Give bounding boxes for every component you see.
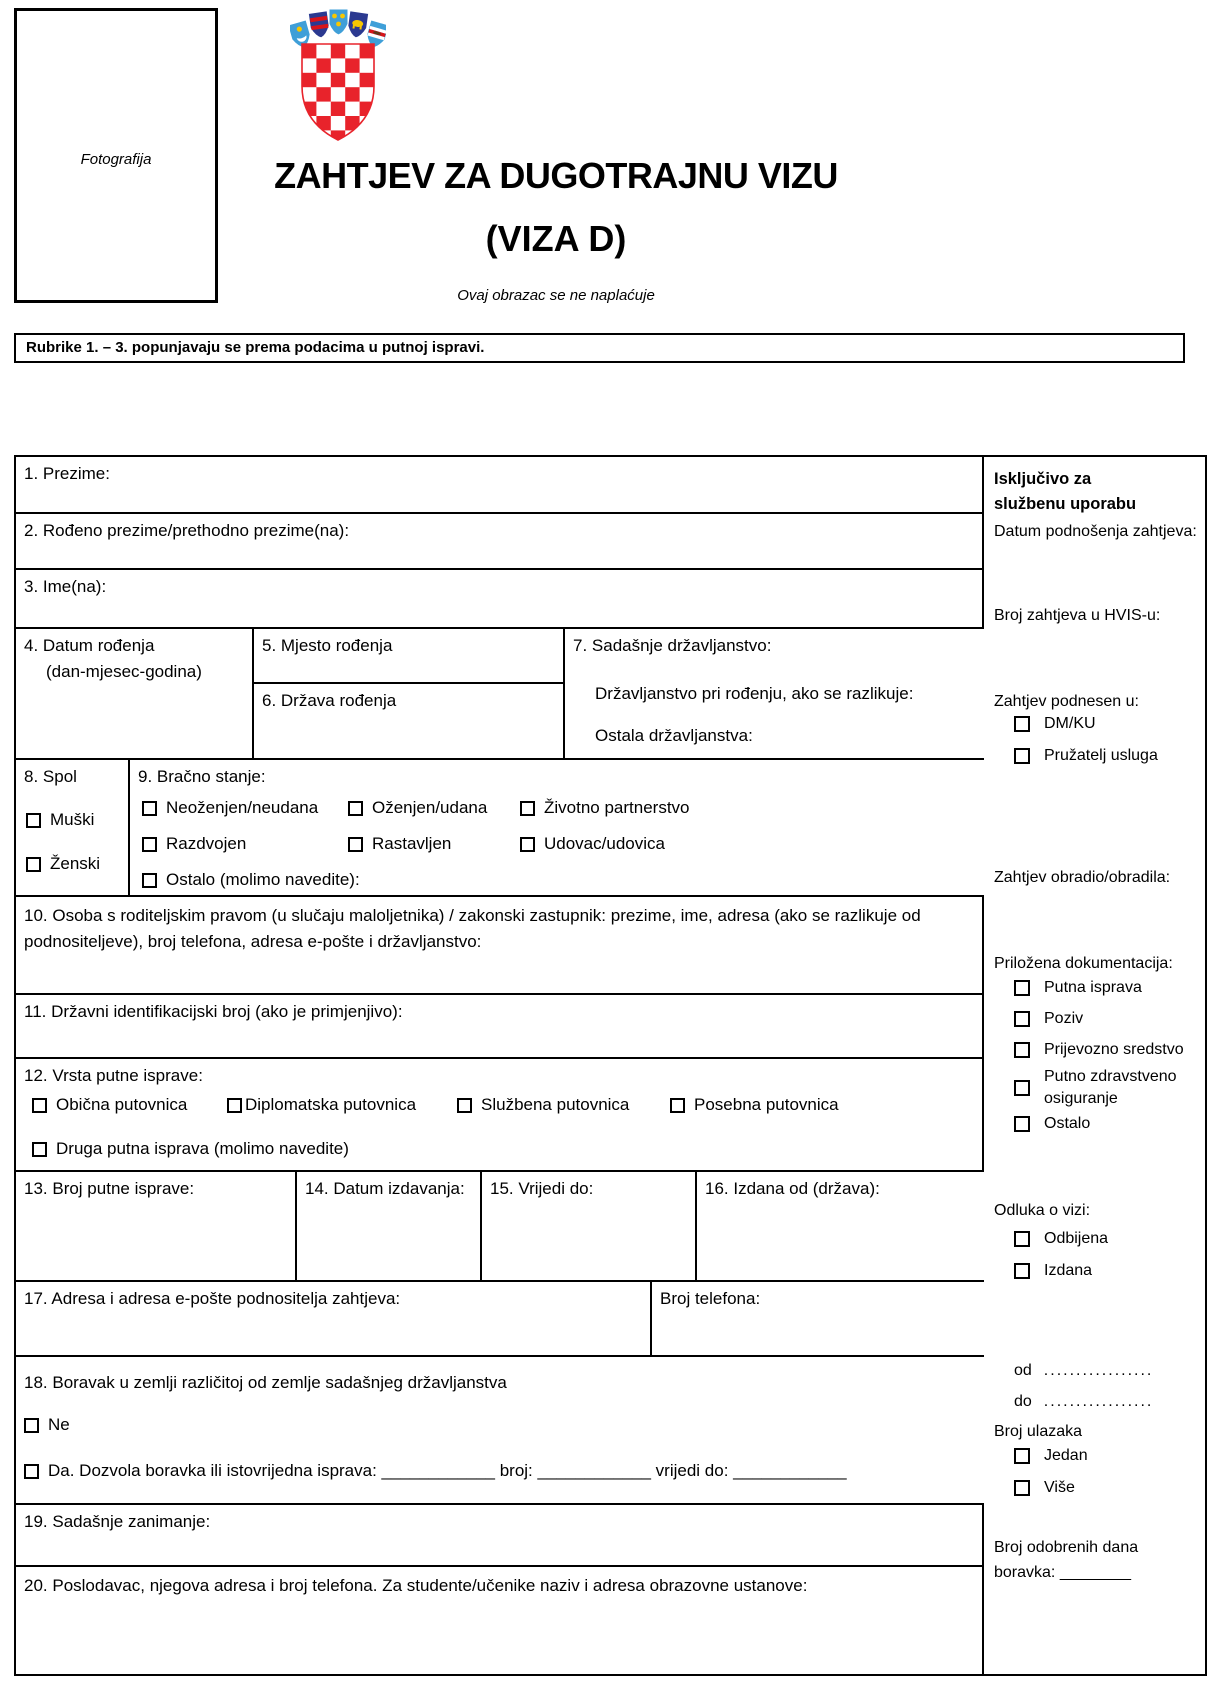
checkbox-special-passport[interactable] xyxy=(670,1098,685,1113)
number-of-entries-label: Broj ulazaka xyxy=(994,1423,1083,1440)
residence-no-label: Ne xyxy=(48,1415,70,1434)
official-use-title: Isključivo za službenu uporabu xyxy=(994,470,1137,513)
married-label: Oženjen/udana xyxy=(372,798,488,817)
checkbox-single[interactable] xyxy=(142,801,157,816)
sex-male-label: Muški xyxy=(50,810,95,829)
life-partnership-label: Životno partnerstvo xyxy=(544,798,690,817)
dm-ku-label: DM/KU xyxy=(1044,715,1096,732)
checkbox-married[interactable] xyxy=(348,801,363,816)
divorced-label: Rastavljen xyxy=(372,834,452,853)
field-13-travel-document-number[interactable] xyxy=(16,1172,297,1282)
field-5-label: 5. Mjesto rođenja xyxy=(262,636,393,655)
checkbox-travel-health-insurance[interactable] xyxy=(1014,1080,1030,1096)
checkbox-residence-yes[interactable] xyxy=(24,1464,39,1479)
field-13-label: 13. Broj putne isprave: xyxy=(24,1179,195,1198)
special-passport-label: Posebna putovnica xyxy=(694,1095,839,1114)
docs-other-label: Ostalo xyxy=(1044,1115,1091,1132)
sex-female-label: Ženski xyxy=(50,854,101,873)
valid-to-label: do xyxy=(1014,1393,1032,1410)
means-of-transport-label: Prijevozno sredstvo xyxy=(1044,1041,1184,1058)
photo-label: Fotografija xyxy=(80,151,152,168)
diplomatic-passport-label: Diplomatska putovnica xyxy=(245,1095,417,1114)
official-use-column xyxy=(984,457,1207,1674)
field-12-label: 12. Vrsta putne isprave: xyxy=(24,1066,203,1085)
widowed-label: Udovac/udovica xyxy=(544,834,665,853)
valid-from-label: od xyxy=(1014,1362,1032,1379)
checkbox-single-entry[interactable] xyxy=(1014,1448,1030,1464)
field-14-label: 14. Datum izdavanja: xyxy=(305,1179,465,1198)
checkbox-other-travel-document[interactable] xyxy=(32,1142,47,1157)
field-19-label: 19. Sadašnje zanimanje: xyxy=(24,1512,211,1531)
checkbox-life-partnership[interactable] xyxy=(520,801,535,816)
checkbox-residence-no[interactable] xyxy=(24,1418,39,1433)
multiple-entry-label: Više xyxy=(1044,1479,1075,1496)
hvis-number-label: Broj zahtjeva u HVIS-u: xyxy=(994,607,1161,624)
checkbox-widowed[interactable] xyxy=(520,837,535,852)
checkbox-diplomatic-passport[interactable] xyxy=(227,1098,242,1113)
field-14-date-of-issue[interactable] xyxy=(297,1172,482,1282)
field-1-surname[interactable] xyxy=(16,457,984,514)
photo-placeholder-box xyxy=(14,8,218,303)
attached-documents-label: Priložena dokumentacija: xyxy=(994,955,1173,972)
field-9-marital-status xyxy=(130,760,984,897)
field-20-label: 20. Poslodavac, njegova adresa i broj telefona. Za studente/učenike naziv i adresa obrazovne ustanove: xyxy=(24,1576,808,1595)
field-20-employer[interactable] xyxy=(16,1567,984,1674)
approved-days-label: Broj odobrenih dana boravka: ________ xyxy=(994,1539,1139,1581)
residence-yes-label: Da. Dozvola boravka ili istovrijedna isprava: ____________ broj: ____________ vrijedi do: ____________ xyxy=(48,1461,847,1480)
travel-document-label: Putna isprava xyxy=(1044,979,1142,996)
checkbox-invitation[interactable] xyxy=(1014,1011,1030,1027)
croatia-coat-of-arms-icon xyxy=(290,6,386,144)
field-17-phone[interactable] xyxy=(652,1282,984,1357)
field-6-label: 6. Država rođenja xyxy=(262,691,397,710)
checkbox-visa-refused[interactable] xyxy=(1014,1231,1030,1247)
page-title: ZAHTJEV ZA DUGOTRAJNU VIZU xyxy=(274,155,838,196)
service-provider-label: Pružatelj usluga xyxy=(1044,747,1158,764)
checkbox-service-passport[interactable] xyxy=(457,1098,472,1113)
field-4-label: 4. Datum rođenja xyxy=(24,636,155,655)
field-1-label: 1. Prezime: xyxy=(24,464,110,483)
application-form-table xyxy=(14,455,1207,1676)
marital-other-label: Ostalo (molimo navedite): xyxy=(166,870,360,889)
field-18-label: 18. Boravak u zemlji različitoj od zemlje sadašnjeg državljanstva xyxy=(24,1373,507,1392)
visa-decision-label: Odluka o vizi: xyxy=(994,1202,1091,1219)
service-passport-label: Službena putovnica xyxy=(481,1095,630,1114)
field-15-valid-until[interactable] xyxy=(482,1172,697,1282)
valid-to-dotted-line: ................. xyxy=(1043,1393,1154,1410)
field-2-label: 2. Rođeno prezime/prethodno prezime(na): xyxy=(24,521,350,540)
submission-date-label: Datum podnošenja zahtjeva: xyxy=(994,523,1197,540)
field-16-label: 16. Izdana od (država): xyxy=(705,1179,880,1198)
field-4-label-hint: (dan-mjesec-godina) xyxy=(46,662,202,681)
checkbox-means-of-transport[interactable] xyxy=(1014,1042,1030,1058)
single-label: Neoženjen/neudana xyxy=(166,798,319,817)
travel-health-insurance-label: Putno zdravstveno osiguranje xyxy=(1044,1068,1177,1107)
field-8-sex xyxy=(16,760,130,897)
no-fee-note: Ovaj obrazac se ne naplaćuje xyxy=(457,287,655,304)
visa-issued-label: Izdana xyxy=(1044,1262,1093,1279)
field-7-citizenship[interactable] xyxy=(565,629,984,760)
field-16-issued-by[interactable] xyxy=(697,1172,984,1282)
field-17-address-email[interactable] xyxy=(16,1282,652,1357)
field-17-label: 17. Adresa i adresa e-pošte podnositelja zahtjeva: xyxy=(24,1289,401,1308)
page-title-visa-type: (VIZA D) xyxy=(485,218,627,259)
checkbox-docs-other[interactable] xyxy=(1014,1116,1030,1132)
field-7-other-citizenships-label: Ostala državljanstva: xyxy=(595,726,753,745)
separated-label: Razdvojen xyxy=(166,834,247,853)
checkbox-marital-other[interactable] xyxy=(142,873,157,888)
field-10-parental-authority[interactable] xyxy=(16,897,984,995)
field-12-travel-document-type xyxy=(16,1059,984,1172)
instructions-banner: Rubrike 1. – 3. popunjavaju se prema podacima u putnoj ispravi. xyxy=(14,333,1185,363)
invitation-label: Poziv xyxy=(1044,1010,1084,1027)
checkbox-ordinary-passport[interactable] xyxy=(32,1098,47,1113)
field-11-label: 11. Državni identifikacijski broj (ako je primjenjivo): xyxy=(24,1002,403,1021)
other-travel-document-label: Druga putna isprava (molimo navedite) xyxy=(56,1139,349,1158)
field-15-label: 15. Vrijedi do: xyxy=(490,1179,594,1198)
field-18-residence-other-country xyxy=(16,1357,984,1505)
visa-refused-label: Odbijena xyxy=(1044,1230,1109,1247)
field-3-label: 3. Ime(na): xyxy=(24,577,107,596)
submitted-at-label: Zahtjev podnesen u: xyxy=(994,693,1139,710)
checkbox-multiple-entry[interactable] xyxy=(1014,1480,1030,1496)
checkbox-dm-ku[interactable] xyxy=(1014,716,1030,732)
field-11-national-id[interactable] xyxy=(16,995,984,1059)
field-19-occupation[interactable] xyxy=(16,1505,984,1567)
checkbox-divorced[interactable] xyxy=(348,837,363,852)
field-17-phone-label: Broj telefona: xyxy=(660,1289,761,1308)
field-5-place-of-birth[interactable] xyxy=(254,629,565,684)
field-7-citizenship-at-birth-label: Državljanstvo pri rođenju, ako se razlikuje: xyxy=(595,684,914,703)
checkbox-sex-male[interactable] xyxy=(26,813,41,828)
valid-from-dotted-line: ................. xyxy=(1043,1362,1154,1379)
ordinary-passport-label: Obična putovnica xyxy=(56,1095,188,1114)
field-8-label: 8. Spol xyxy=(24,767,77,786)
field-2-birth-surname[interactable] xyxy=(16,514,984,570)
checkbox-sex-female[interactable] xyxy=(26,857,41,872)
checkbox-visa-issued[interactable] xyxy=(1014,1263,1030,1279)
single-entry-label: Jedan xyxy=(1044,1447,1088,1464)
checkbox-travel-document[interactable] xyxy=(1014,980,1030,996)
checkbox-service-provider[interactable] xyxy=(1014,748,1030,764)
processed-by-label: Zahtjev obradio/obradila: xyxy=(994,869,1171,886)
field-3-first-names[interactable] xyxy=(16,570,984,629)
field-10-label: 10. Osoba s roditeljskim pravom (u slučaju maloljetnika) / zakonski zastupnik: prezime, ime, adresa (ako se razlikuje od podnositeljeve), broj telefona, adresa e-pošte i državljanstvo: xyxy=(24,906,921,951)
checkbox-separated[interactable] xyxy=(142,837,157,852)
field-4-date-of-birth[interactable] xyxy=(16,629,254,760)
field-9-label: 9. Bračno stanje: xyxy=(138,767,266,786)
field-7-label: 7. Sadašnje državljanstvo: xyxy=(573,636,772,655)
field-6-country-of-birth[interactable] xyxy=(254,684,565,760)
